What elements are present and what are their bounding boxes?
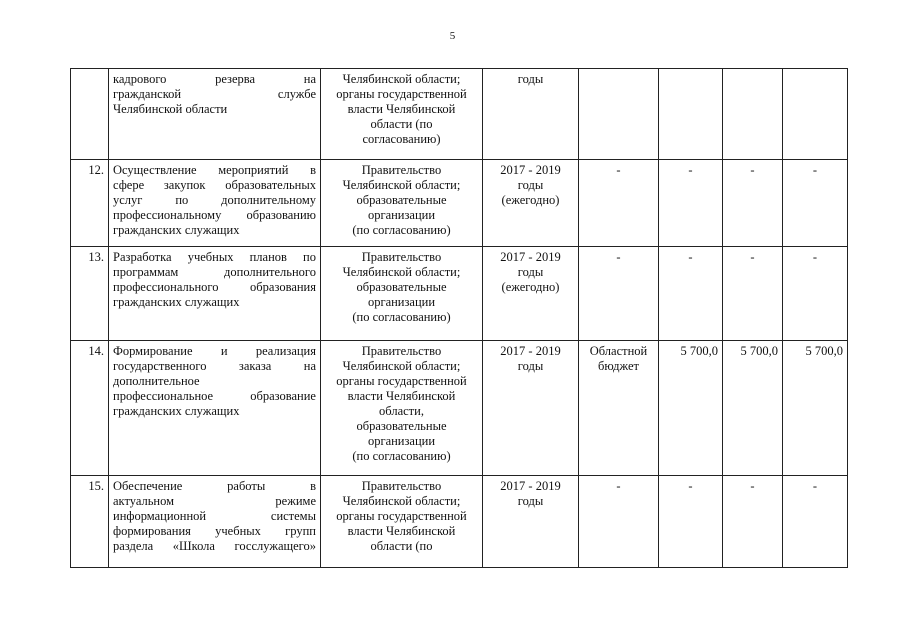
table-row <box>71 341 848 476</box>
value-year-2: - <box>723 247 783 341</box>
activity-name: Осуществление мероприятий в сфере закупок образовательных услуг по дополнительному профессиональному образованию гражданских служащих <box>109 160 321 247</box>
period: 2017 - 2019 годы (ежегодно) <box>483 160 579 247</box>
value-year-2: 5 700,0 <box>723 341 783 476</box>
value-year-3: 5 700,0 <box>783 341 848 476</box>
funding-source <box>579 69 659 160</box>
value-year-1: - <box>659 247 723 341</box>
row-number <box>71 69 109 160</box>
value-year-1: - <box>659 476 723 568</box>
row-number: 13. <box>71 247 109 341</box>
funding-source: - <box>579 247 659 341</box>
table-row <box>71 69 848 160</box>
executor: Правительство Челябинской области; органы государственной власти Челябинской области (по <box>321 476 483 568</box>
page-number: 5 <box>449 30 456 42</box>
value-year-1: 5 700,0 <box>659 341 723 476</box>
executor: Правительство Челябинской области; органы государственной власти Челябинской области, образовательные организации (по согласованию) <box>321 341 483 476</box>
row-number: 14. <box>71 341 109 476</box>
value-year-1 <box>659 69 723 160</box>
value-year-3: - <box>783 476 848 568</box>
period: годы <box>483 69 579 160</box>
value-year-2: - <box>723 160 783 247</box>
table-row <box>71 160 848 247</box>
funding-source: Областной бюджет <box>579 341 659 476</box>
value-year-3: - <box>783 160 848 247</box>
funding-source: - <box>579 160 659 247</box>
table-row <box>71 476 848 568</box>
value-year-3: - <box>783 247 848 341</box>
period: 2017 - 2019 годы <box>483 341 579 476</box>
period: 2017 - 2019 годы (ежегодно) <box>483 247 579 341</box>
activities-table <box>70 68 848 568</box>
executor: Правительство Челябинской области; образовательные организации (по согласованию) <box>321 247 483 341</box>
value-year-2: - <box>723 476 783 568</box>
value-year-3 <box>783 69 848 160</box>
activity-name: кадрового резерва на гражданской службе Челябинской области <box>109 69 321 160</box>
value-year-1: - <box>659 160 723 247</box>
funding-source: - <box>579 476 659 568</box>
row-number: 12. <box>71 160 109 247</box>
activity-name: Обеспечение работы в актуальном режиме информационной системы формирования учебных групп раздела «Школа госслужащего» <box>109 476 321 568</box>
period: 2017 - 2019 годы <box>483 476 579 568</box>
activity-name: Формирование и реализация государственного заказа на дополнительное профессиональное образование гражданских служащих <box>109 341 321 476</box>
value-year-2 <box>723 69 783 160</box>
executor: Правительство Челябинской области; образовательные организации (по согласованию) <box>321 160 483 247</box>
table-row <box>71 247 848 341</box>
executor: Челябинской области; органы государственной власти Челябинской области (по согласованию) <box>321 69 483 160</box>
activity-name: Разработка учебных планов по программам дополнительного профессионального образования гражданских служащих <box>109 247 321 341</box>
row-number: 15. <box>71 476 109 568</box>
